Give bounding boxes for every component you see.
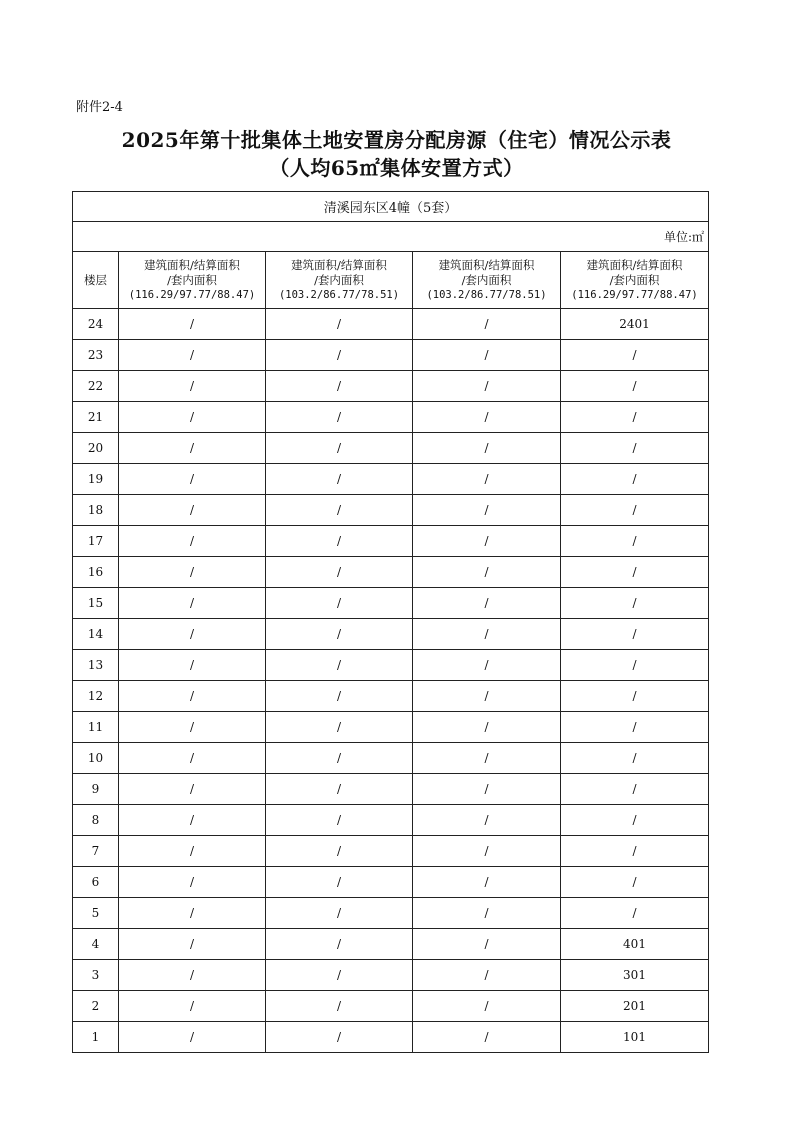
floor-cell: 8	[73, 805, 119, 836]
column-header-areas: (116.29/97.77/88.47)	[571, 288, 698, 301]
housing-allocation-table	[72, 191, 709, 1053]
column-header-line1: 建筑面积/结算面积	[291, 257, 387, 272]
unit-cell: /	[413, 681, 561, 712]
unit-cell: /	[413, 991, 561, 1022]
unit-cell: /	[413, 402, 561, 433]
column-header-areas: (116.29/97.77/88.47)	[128, 288, 256, 301]
unit-cell: 2401	[561, 309, 709, 340]
table-row	[73, 495, 709, 526]
floor-cell: 11	[73, 712, 119, 743]
unit-cell: /	[561, 495, 709, 526]
unit-cell: /	[561, 588, 709, 619]
unit-cell: 201	[561, 991, 709, 1022]
floor-cell: 18	[73, 495, 119, 526]
unit-cell: /	[266, 836, 413, 867]
unit-cell: /	[119, 1022, 266, 1053]
unit-cell: /	[266, 991, 413, 1022]
unit-cell: /	[266, 340, 413, 371]
unit-cell: /	[119, 681, 266, 712]
column-header	[119, 252, 266, 309]
floor-cell: 14	[73, 619, 119, 650]
floor-cell: 6	[73, 867, 119, 898]
column-header-line2: /套内面积	[609, 272, 660, 287]
floor-cell: 24	[73, 309, 119, 340]
column-header-line2: /套内面积	[314, 272, 364, 287]
unit-cell: /	[266, 805, 413, 836]
unit-cell: /	[561, 619, 709, 650]
unit-cell: /	[413, 309, 561, 340]
unit-cell: /	[119, 929, 266, 960]
unit-cell: /	[561, 340, 709, 371]
unit-cell: /	[119, 619, 266, 650]
table-row	[73, 526, 709, 557]
unit-cell: /	[413, 1022, 561, 1053]
column-header	[266, 252, 413, 309]
unit-cell: /	[561, 743, 709, 774]
unit-label: 单位:㎡	[73, 222, 709, 252]
unit-cell: /	[266, 588, 413, 619]
unit-cell: /	[266, 743, 413, 774]
unit-cell: /	[561, 836, 709, 867]
unit-cell: /	[413, 557, 561, 588]
table-row	[73, 371, 709, 402]
unit-cell: /	[266, 402, 413, 433]
floor-cell: 7	[73, 836, 119, 867]
unit-cell: /	[561, 526, 709, 557]
column-header	[561, 252, 709, 309]
table-row	[73, 867, 709, 898]
header-row	[73, 252, 709, 309]
unit-cell: /	[266, 619, 413, 650]
unit-cell: /	[266, 960, 413, 991]
unit-cell: /	[561, 712, 709, 743]
table-row	[73, 774, 709, 805]
unit-cell: /	[266, 650, 413, 681]
unit-cell: /	[266, 681, 413, 712]
unit-cell: /	[266, 495, 413, 526]
column-header-line1: 建筑面积/结算面积	[144, 257, 240, 272]
unit-cell: /	[413, 371, 561, 402]
unit-cell: /	[413, 650, 561, 681]
table-row	[73, 650, 709, 681]
table-row	[73, 712, 709, 743]
unit-cell: /	[266, 371, 413, 402]
unit-cell: /	[119, 650, 266, 681]
table-row	[73, 464, 709, 495]
floor-cell: 10	[73, 743, 119, 774]
unit-cell: /	[119, 340, 266, 371]
unit-cell: /	[266, 867, 413, 898]
floor-cell: 21	[73, 402, 119, 433]
unit-cell: /	[119, 495, 266, 526]
unit-cell: /	[561, 433, 709, 464]
floor-cell: 19	[73, 464, 119, 495]
unit-cell: /	[266, 898, 413, 929]
table-row	[73, 836, 709, 867]
unit-cell: /	[561, 402, 709, 433]
table-row	[73, 619, 709, 650]
floor-cell: 20	[73, 433, 119, 464]
unit-cell: /	[413, 743, 561, 774]
unit-cell: /	[413, 712, 561, 743]
column-header-line1: 建筑面积/结算面积	[586, 257, 683, 272]
unit-cell: /	[119, 991, 266, 1022]
unit-cell: 401	[561, 929, 709, 960]
unit-cell: /	[561, 805, 709, 836]
column-header-areas: (103.2/86.77/78.51)	[426, 288, 547, 301]
unit-cell: /	[413, 464, 561, 495]
table-row	[73, 340, 709, 371]
unit-cell: /	[266, 774, 413, 805]
unit-cell: /	[119, 743, 266, 774]
unit-cell: /	[119, 557, 266, 588]
unit-cell: /	[413, 836, 561, 867]
table-body	[73, 192, 709, 1053]
unit-cell: /	[561, 464, 709, 495]
unit-cell: 301	[561, 960, 709, 991]
unit-cell: /	[561, 371, 709, 402]
unit-cell: /	[119, 898, 266, 929]
table-row	[73, 309, 709, 340]
unit-cell: /	[266, 1022, 413, 1053]
unit-cell: /	[561, 557, 709, 588]
unit-cell: /	[413, 433, 561, 464]
column-header	[413, 252, 561, 309]
unit-cell: /	[413, 526, 561, 557]
table-row	[73, 433, 709, 464]
unit-cell: /	[413, 805, 561, 836]
floor-cell: 4	[73, 929, 119, 960]
column-header-line2: /套内面积	[461, 272, 512, 287]
unit-cell: /	[266, 557, 413, 588]
unit-cell: /	[119, 712, 266, 743]
floor-cell: 2	[73, 991, 119, 1022]
unit-cell: /	[413, 960, 561, 991]
unit-cell: 101	[561, 1022, 709, 1053]
unit-cell: /	[119, 309, 266, 340]
floor-cell: 1	[73, 1022, 119, 1053]
table-row	[73, 898, 709, 929]
column-header-areas: (103.2/86.77/78.51)	[278, 288, 400, 301]
unit-cell: /	[413, 588, 561, 619]
table-row	[73, 557, 709, 588]
floor-cell: 23	[73, 340, 119, 371]
unit-cell: /	[119, 371, 266, 402]
unit-cell: /	[561, 867, 709, 898]
floor-cell: 16	[73, 557, 119, 588]
unit-cell: /	[413, 867, 561, 898]
floor-header: 楼层	[73, 252, 119, 309]
floor-cell: 15	[73, 588, 119, 619]
unit-cell: /	[413, 774, 561, 805]
column-header-line2: /套内面积	[167, 272, 217, 287]
unit-cell: /	[119, 433, 266, 464]
unit-cell: /	[119, 805, 266, 836]
table-row	[73, 1022, 709, 1053]
unit-cell: /	[119, 464, 266, 495]
building-title-row	[73, 192, 709, 222]
unit-cell: /	[561, 681, 709, 712]
unit-cell: /	[119, 836, 266, 867]
column-header-line1: 建筑面积/结算面积	[438, 257, 535, 272]
table-row	[73, 681, 709, 712]
floor-cell: 5	[73, 898, 119, 929]
table-row	[73, 929, 709, 960]
table-row	[73, 805, 709, 836]
floor-cell: 12	[73, 681, 119, 712]
unit-cell: /	[413, 340, 561, 371]
building-name: 清溪园东区4幢（5套）	[73, 192, 709, 222]
unit-cell: /	[266, 526, 413, 557]
unit-cell: /	[266, 309, 413, 340]
table-row	[73, 743, 709, 774]
unit-cell: /	[266, 712, 413, 743]
unit-cell: /	[119, 774, 266, 805]
page-title: 2025年第十批集体土地安置房分配房源（住宅）情况公示表	[121, 128, 672, 152]
floor-cell: 17	[73, 526, 119, 557]
table-row	[73, 991, 709, 1022]
unit-cell: /	[266, 433, 413, 464]
unit-cell: /	[413, 619, 561, 650]
unit-cell: /	[413, 898, 561, 929]
unit-cell: /	[413, 495, 561, 526]
table-row	[73, 960, 709, 991]
table-row	[73, 402, 709, 433]
unit-cell: /	[119, 402, 266, 433]
unit-cell: /	[266, 464, 413, 495]
unit-row	[73, 222, 709, 252]
unit-cell: /	[561, 650, 709, 681]
unit-cell: /	[561, 774, 709, 805]
unit-cell: /	[561, 898, 709, 929]
floor-cell: 3	[73, 960, 119, 991]
unit-cell: /	[119, 960, 266, 991]
unit-cell: /	[413, 929, 561, 960]
unit-cell: /	[119, 867, 266, 898]
unit-cell: /	[266, 929, 413, 960]
floor-cell: 13	[73, 650, 119, 681]
unit-cell: /	[119, 588, 266, 619]
attachment-label: 附件2-4	[76, 100, 123, 115]
page-subtitle: （人均65㎡集体安置方式）	[269, 156, 524, 180]
floor-cell: 22	[73, 371, 119, 402]
unit-cell: /	[119, 526, 266, 557]
floor-cell: 9	[73, 774, 119, 805]
table-row	[73, 588, 709, 619]
